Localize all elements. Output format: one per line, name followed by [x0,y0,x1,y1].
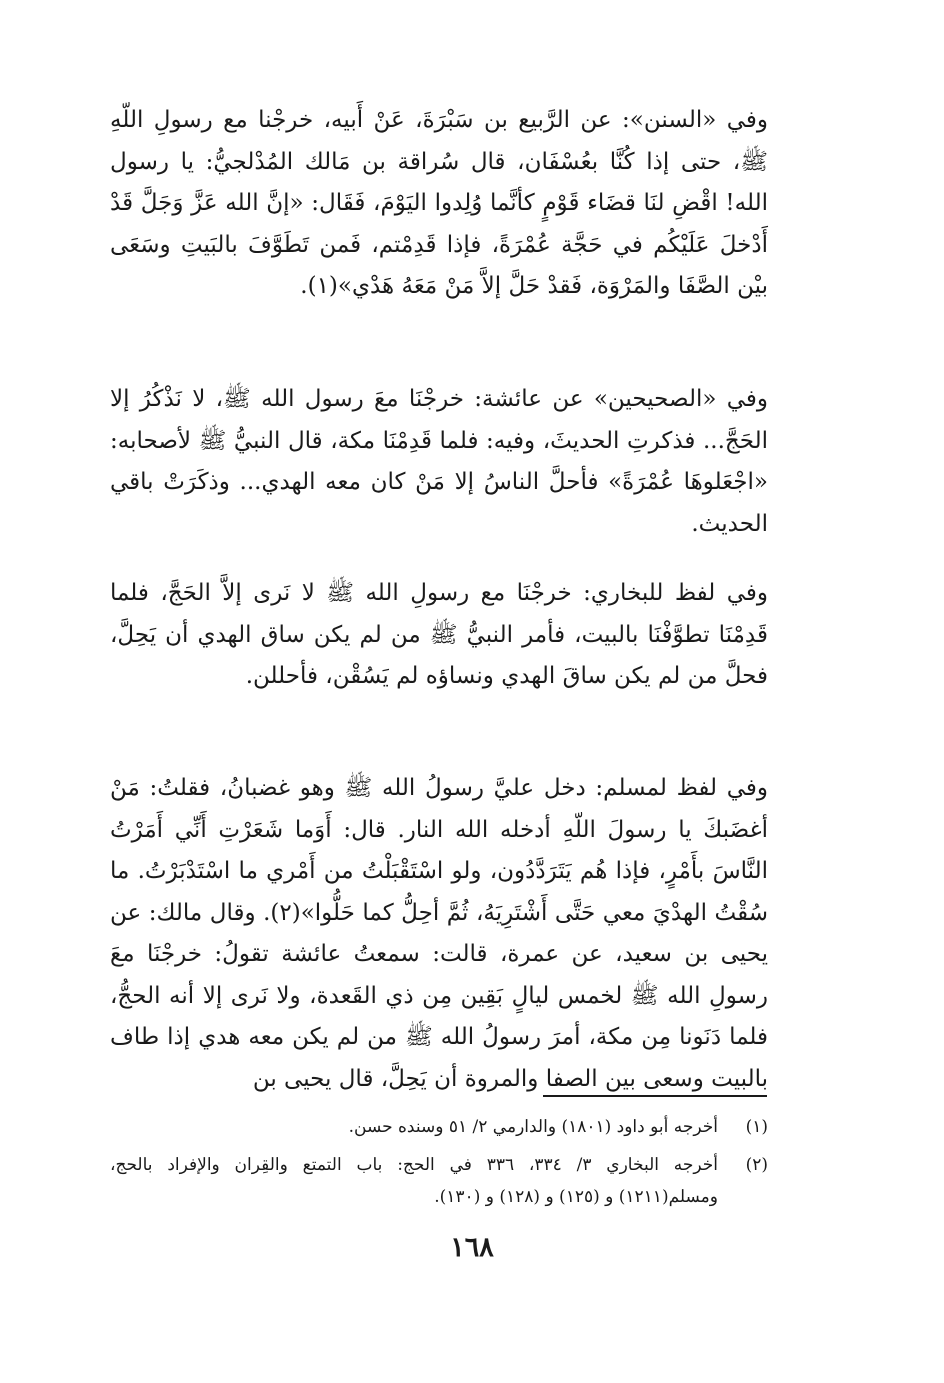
footnote-number: (١) [745,1117,768,1137]
footnote-text: أخرجه أبو داود (١٨٠١) والدارمي ٢/ ٥١ وسنده حسن. [348,1117,718,1137]
footnote-text: أخرجه البخاري ٣/ ٣٣٤، ٣٣٦ في الحج: باب التمتع والقِران والإفراد بالحج، ومسلم(١٢١١) و (١٢٥) و (١٢٨) و (١٣٠). [110,1155,719,1207]
paragraph-text: وفي لفظ لمسلم: دخل عليَّ رسولُ الله ﷺ وهو غضبانُ، فقلتُ: مَنْ أغضَبكَ يا رسولَ اللّهِ أدخله الله النار. قال: أَوَما شَعَرْتِ أَنِّي أَمَرْتُ النَّاسَ بأَمْرٍ، فإذا هُم يَتَرَدَّدُون، ولو اسْتَقْبَلْتُ من أَمْري ما اسْتَدْبَرْتُ. ما سُقْتُ الهدْيَ معي حَتَّى أَشْتَرِيَهُ، ثُمَّ أحِلُّ كما حَلُّوا»(٢). وقال مالك: عن يحيى بن سعيد، عن عمرة، قالت: سمعتُ عائشة تقولُ: خرجْنَا معَ رسولِ الله ﷺ لخمس ليالٍ بَقِين مِن ذي القَعدة، ولا نَرى إلا أنه الحجُّ، فلما دَنَونا مِن مكة، أمرَ رسولُ الله ﷺ من لم يكن معه هدي إذا طاف بالبيت وسعى بين الصفا والمروة أن يَحِلَّ، قال يحيى بن [110,775,768,1092]
paragraph-sahihayn [110,379,768,545]
paragraph-sunan [110,100,768,308]
footnote-divider [543,1095,767,1097]
paragraph-bukhari [110,573,768,698]
footnote-number: (٢) [745,1155,768,1175]
paragraph-text: وفي «الصحيحين» عن عائشة: خرجْنَا معَ رسول الله ﷺ، لا نَذْكُرُ إلا الحَجَّ... فذكرتِ الحديثَ، وفيه: فلما قَدِمْنَا مكة، قال النبيُّ ﷺ لأصحابه: «اجْعَلوهَا عُمْرَةً» فأحلَّ الناسُ إلا مَنْ كان معه الهدي... وذكَرَتْ باقي الحديث. [110,386,768,537]
paragraph-text: وفي لفظ للبخاري: خرجْنَا مع رسولِ الله ﷺ لا نَرى إلاَّ الحَجَّ، فلما قَدِمْنَا تطوَّفْنَا بالبيت، فأمر النبيُّ ﷺ من لم يكن ساق الهدي أن يَحِلَّ، فحلَّ من لم يكن ساقَ الهدي ونساؤه لم يَسُقْن، فأحللن. [110,580,768,689]
paragraph-muslim [110,768,768,1100]
footnote-1 [110,1111,768,1143]
page-number: ١٦٨ [450,1232,494,1263]
paragraph-text: وفي «السنن»: عن الرَّبيع بن سَبْرَةَ، عَنْ أَبيه، خرجْنا مع رسولِ اللّهِ ﷺ، حتى إذا كُنَّا بعُسْفَان، قال سُراقة بن مَالك المُدْلجيُّ: يا رسول الله! اقْضِ لنَا قضَاء قَوْمٍ كأنَّما وُلِدوا اليَوْمَ، فَقَال: «إنَّ الله عَزَّ وَجَلَّ قَدْ أَدْخلَ عَلَيْكُم في حَجَّة عُمْرَةً، فإذا قَدِمْتم، فَمن تَطَوَّفَ بالبَيتِ وسَعَى بيْن الصَّفَا والمَرْوَة، فَقدْ حَلَّ إلاَّ مَنْ مَعَهُ هَدْي»(١). [110,107,768,299]
footnote-2 [110,1149,768,1213]
